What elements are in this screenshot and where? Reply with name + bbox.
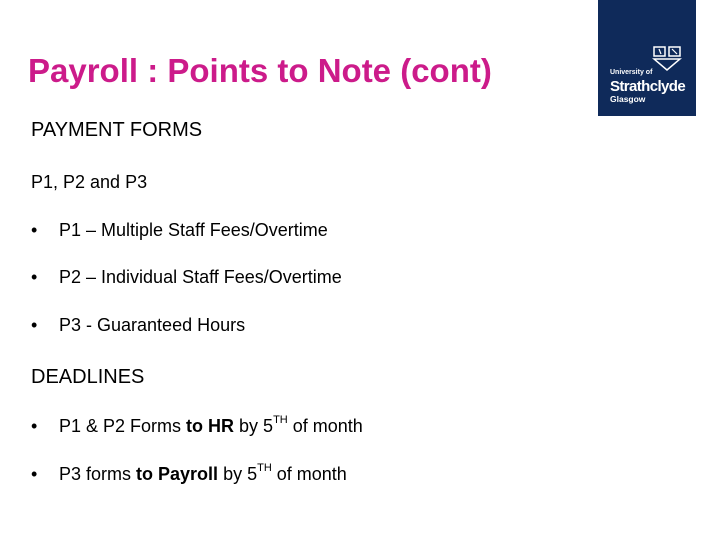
logo-text-glasgow: Glasgow [610,94,646,104]
university-logo [598,0,696,116]
bullet-text-post: of month [271,464,347,484]
crest-icon [652,45,682,71]
bullet-text-pre: P3 forms [59,464,137,484]
bullet-text-mid: by 5 [218,464,258,484]
payment-forms-heading: PAYMENT FORMS [31,119,203,141]
deadlines-heading: DEADLINES [31,366,145,388]
bullet-icon: • [31,416,38,436]
list-item [31,416,363,437]
bullet-text-bold: to Payroll [136,464,219,484]
ordinal-suffix: TH [273,414,288,426]
logo-text-university-of: University of [610,69,653,76]
list-item [31,315,245,336]
list-item [31,267,342,288]
bullet-text: P3 - Guaranteed Hours [59,315,246,335]
bullet-text-bold: to HR [186,416,235,436]
bullet-text: P2 – Individual Staff Fees/Overtime [59,267,342,287]
slide-title: Payroll : Points to Note (cont) [28,52,492,89]
bullet-text: P1 – Multiple Staff Fees/Overtime [59,220,328,240]
bullet-text-mid: by 5 [234,416,274,436]
ordinal-suffix: TH [257,462,272,474]
logo-text-strathclyde: Strathclyde [610,78,686,95]
bullet-icon: • [31,315,38,335]
bullet-icon: • [31,267,38,287]
bullet-text-pre: P1 & P2 Forms [59,416,187,436]
list-item [31,220,328,241]
bullet-icon: • [31,220,38,240]
forms-subheading: P1, P2 and P3 [31,172,148,192]
bullet-text-post: of month [287,416,363,436]
bullet-icon: • [31,464,38,484]
list-item [31,464,347,485]
